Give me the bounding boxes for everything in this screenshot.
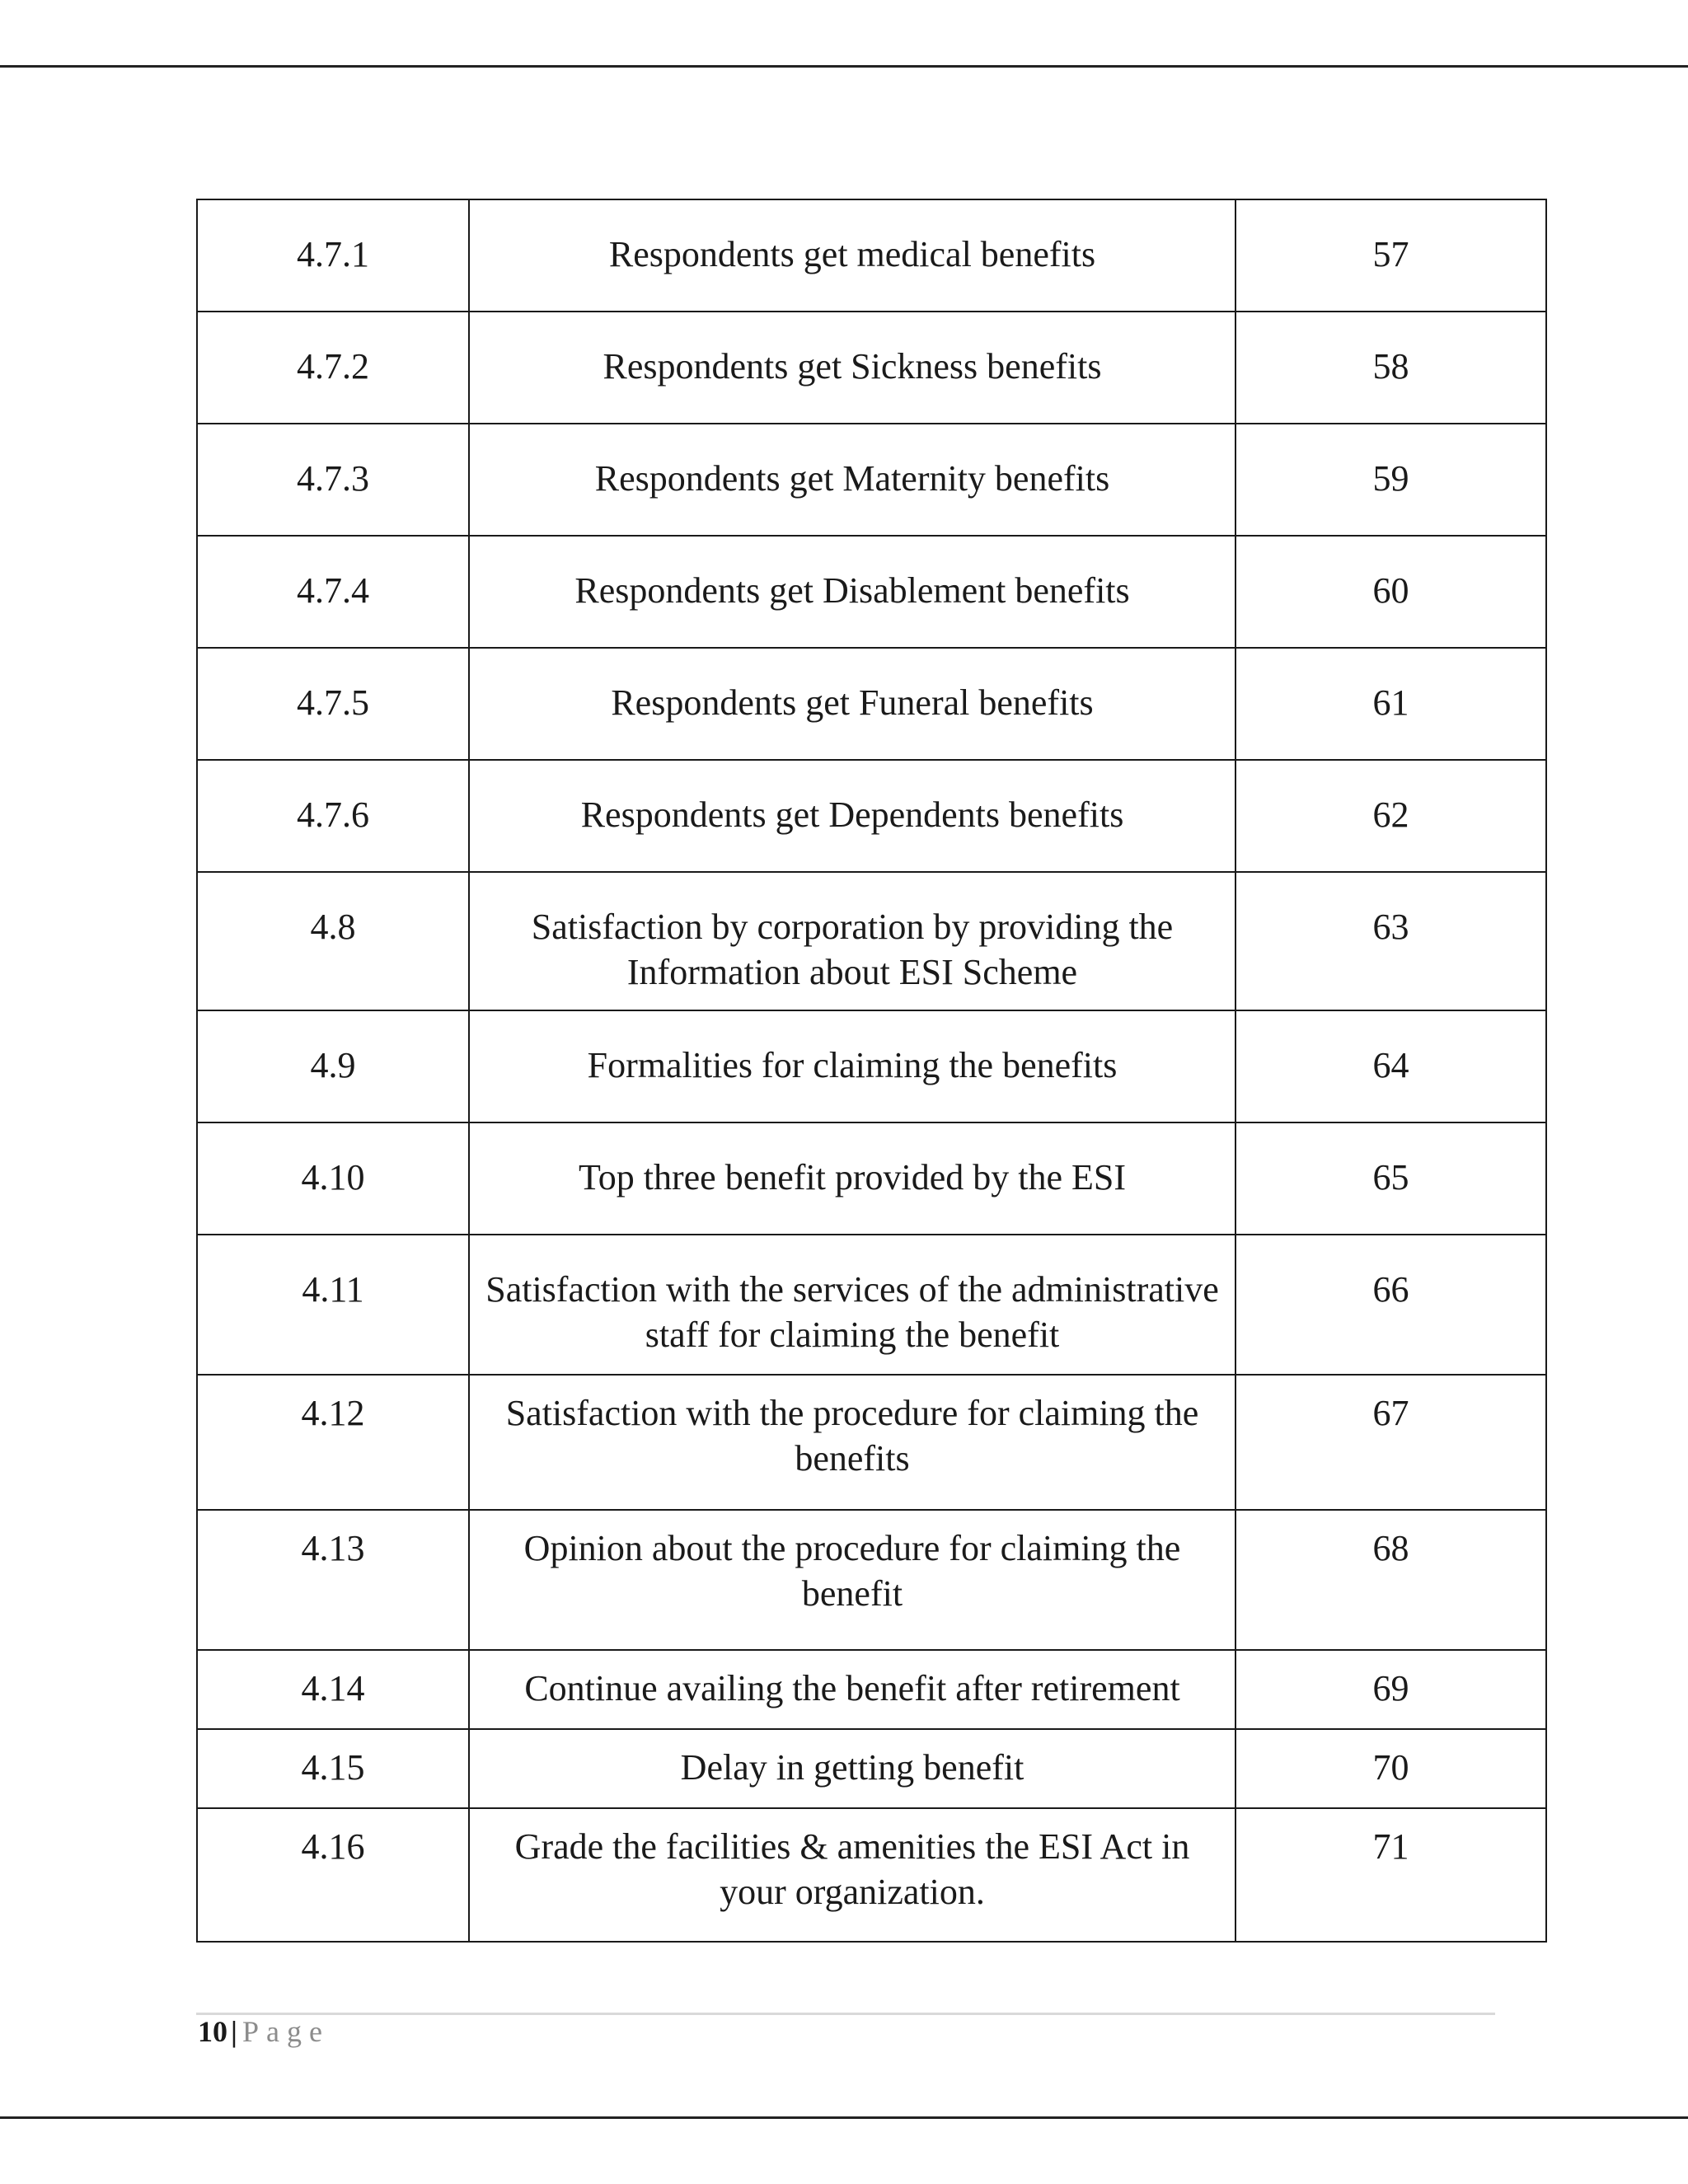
- section-title: Opinion about the procedure for claiming the benefit: [469, 1510, 1236, 1650]
- footer-divider: [196, 2013, 1495, 2015]
- section-title: Satisfaction with the services of the administrative staff for claiming the benefit: [469, 1235, 1236, 1375]
- section-number: 4.11: [197, 1235, 469, 1375]
- page-number: 70: [1236, 1729, 1546, 1808]
- page-number: 62: [1236, 760, 1546, 872]
- table-row: [197, 1375, 1546, 1510]
- section-number: 4.10: [197, 1122, 469, 1235]
- section-number: 4.7.4: [197, 536, 469, 648]
- table-row: [197, 199, 1546, 312]
- section-number: 4.7.5: [197, 648, 469, 760]
- section-number: 4.7.1: [197, 199, 469, 312]
- section-title: Respondents get Dependents benefits: [469, 760, 1236, 872]
- section-title: Respondents get Maternity benefits: [469, 424, 1236, 536]
- section-title: Top three benefit provided by the ESI: [469, 1122, 1236, 1235]
- table-row: [197, 1010, 1546, 1122]
- section-number: 4.13: [197, 1510, 469, 1650]
- section-title: Delay in getting benefit: [469, 1729, 1236, 1808]
- page-number: 69: [1236, 1650, 1546, 1729]
- page-number: 64: [1236, 1010, 1546, 1122]
- page-number: 61: [1236, 648, 1546, 760]
- section-number: 4.8: [197, 872, 469, 1010]
- footer-page-label: Page: [241, 2015, 330, 2048]
- table-row: [197, 1729, 1546, 1808]
- section-number: 4.7.3: [197, 424, 469, 536]
- section-number: 4.7.6: [197, 760, 469, 872]
- section-title: Respondents get Funeral benefits: [469, 648, 1236, 760]
- table-row: [197, 1510, 1546, 1650]
- table-row: [197, 872, 1546, 1010]
- section-number: 4.9: [197, 1010, 469, 1122]
- page-number: 66: [1236, 1235, 1546, 1375]
- page-number: 68: [1236, 1510, 1546, 1650]
- page-number: 67: [1236, 1375, 1546, 1510]
- section-title: Continue availing the benefit after retirement: [469, 1650, 1236, 1729]
- table-row: [197, 1122, 1546, 1235]
- section-title: Respondents get medical benefits: [469, 199, 1236, 312]
- page-number: 58: [1236, 312, 1546, 424]
- table-row: [197, 424, 1546, 536]
- section-number: 4.14: [197, 1650, 469, 1729]
- section-title: Respondents get Sickness benefits: [469, 312, 1236, 424]
- top-rule: [0, 65, 1688, 68]
- table-row: [197, 312, 1546, 424]
- page-number: 71: [1236, 1808, 1546, 1942]
- section-title: Satisfaction by corporation by providing the Information about ESI Scheme: [469, 872, 1236, 1010]
- table-row: [197, 1650, 1546, 1729]
- section-number: 4.15: [197, 1729, 469, 1808]
- section-number: 4.16: [197, 1808, 469, 1942]
- section-title: Grade the facilities & amenities the ESI Act in your organization.: [469, 1808, 1236, 1942]
- table-row: [197, 760, 1546, 872]
- section-title: Respondents get Disablement benefits: [469, 536, 1236, 648]
- page-number: 63: [1236, 872, 1546, 1010]
- section-number: 4.12: [197, 1375, 469, 1510]
- footer-separator: |: [231, 2015, 237, 2048]
- page-number: 60: [1236, 536, 1546, 648]
- table-row: [197, 1808, 1546, 1942]
- page-footer: [198, 2013, 330, 2050]
- table-row: [197, 1235, 1546, 1375]
- footer-page-number: 10: [198, 2015, 227, 2048]
- section-title: Formalities for claiming the benefits: [469, 1010, 1236, 1122]
- contents-table: [196, 199, 1547, 1943]
- section-number: 4.7.2: [197, 312, 469, 424]
- bottom-rule: [0, 2116, 1688, 2119]
- page-number: 57: [1236, 199, 1546, 312]
- page-number: 65: [1236, 1122, 1546, 1235]
- section-title: Satisfaction with the procedure for claiming the benefits: [469, 1375, 1236, 1510]
- table-row: [197, 648, 1546, 760]
- page-number: 59: [1236, 424, 1546, 536]
- table-row: [197, 536, 1546, 648]
